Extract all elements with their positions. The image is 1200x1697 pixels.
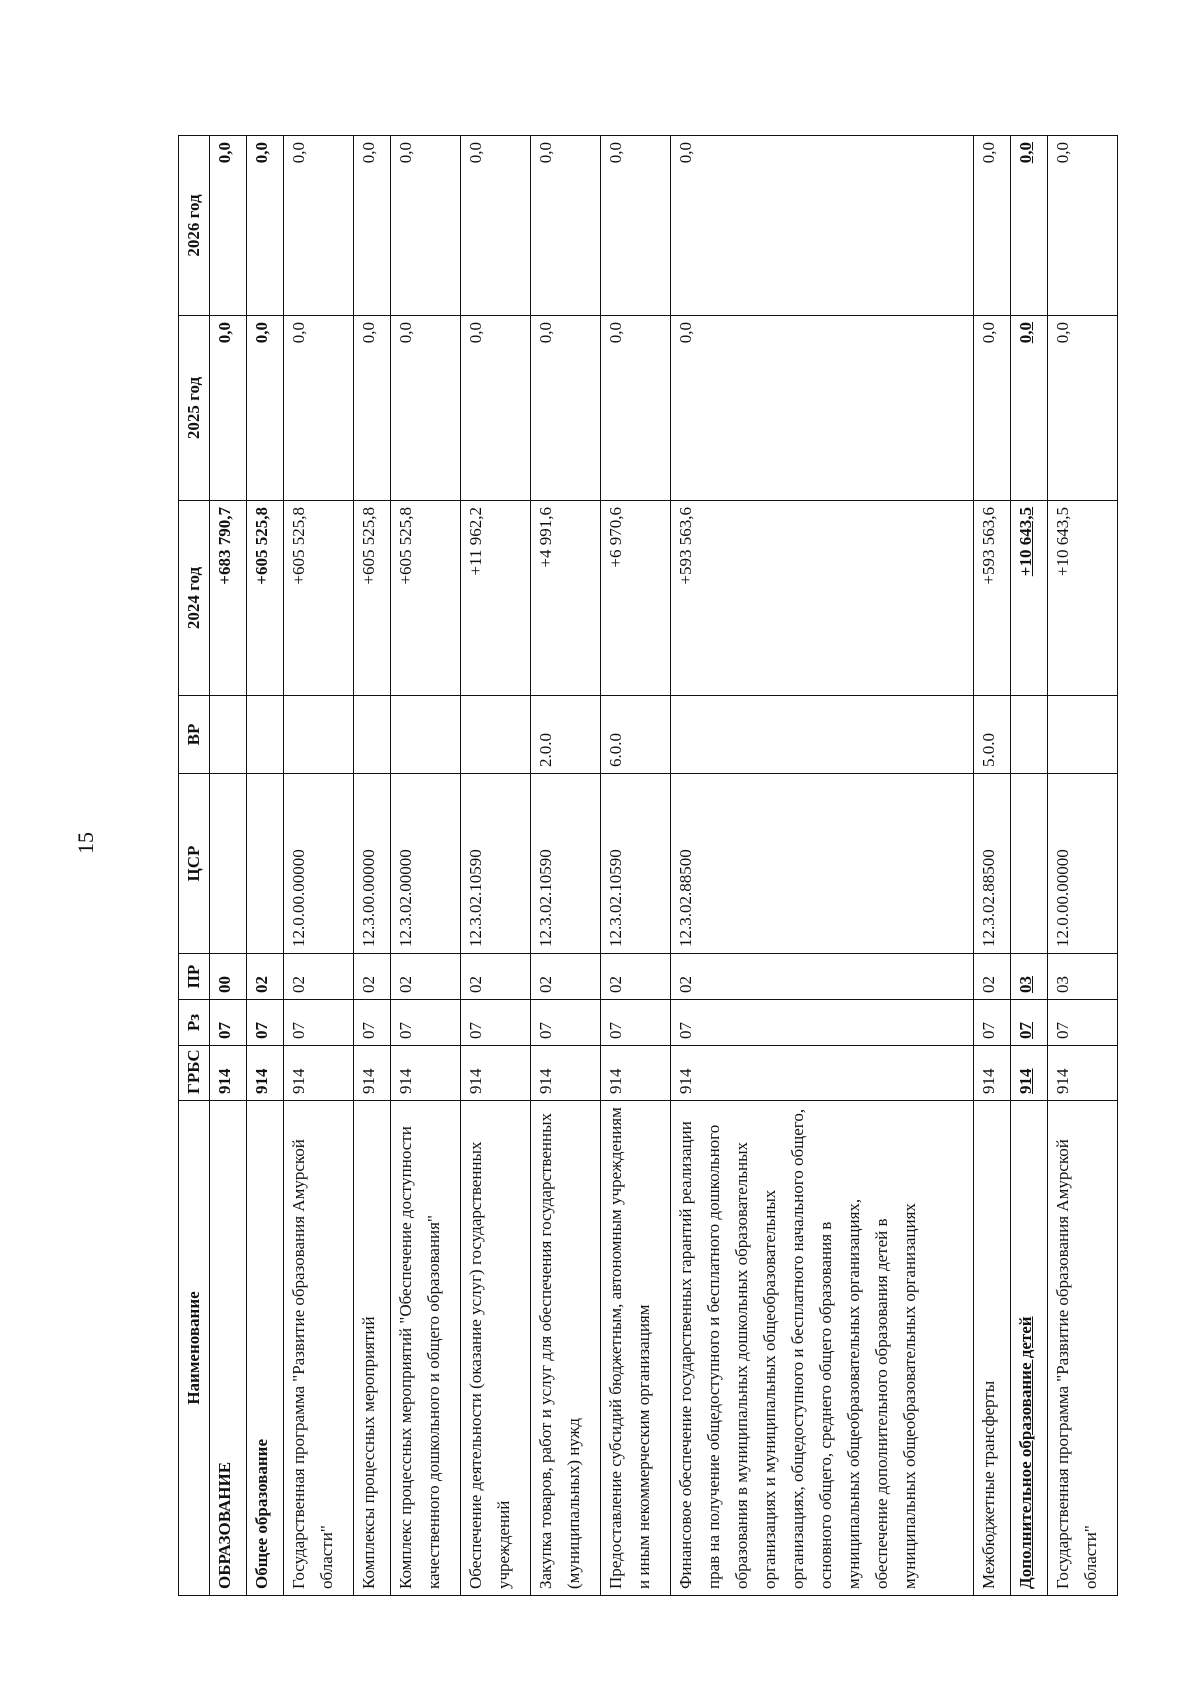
cell-y2024: +683 790,7 (210, 501, 247, 696)
cell-name: Межбюджетные трансферты (974, 1101, 1011, 1596)
cell-y2024: +10 643,5 (1010, 501, 1047, 696)
cell-grbs: 914 (210, 1046, 247, 1101)
cell-csr (210, 774, 247, 954)
cell-csr: 12.3.02.88500 (974, 774, 1011, 954)
cell-y2025: 0,0 (974, 316, 1011, 501)
cell-rz: 07 (1010, 1000, 1047, 1046)
table-row (210, 136, 247, 1596)
cell-csr: 12.3.02.10590 (530, 774, 600, 954)
cell-rz: 07 (283, 1000, 353, 1046)
cell-y2026: 0,0 (460, 136, 530, 316)
cell-y2025: 0,0 (353, 316, 390, 501)
cell-csr: 12.3.02.10590 (460, 774, 530, 954)
cell-rz: 07 (460, 1000, 530, 1046)
cell-rz: 07 (246, 1000, 283, 1046)
cell-y2024: +6 970,6 (600, 501, 670, 696)
cell-pr: 02 (283, 954, 353, 1000)
cell-name: Комплексы процессных мероприятий (353, 1101, 390, 1596)
cell-y2024: +605 525,8 (246, 501, 283, 696)
cell-y2024: +593 563,6 (974, 501, 1011, 696)
table-row (671, 136, 974, 1596)
cell-y2025: 0,0 (671, 316, 974, 501)
cell-grbs: 914 (390, 1046, 460, 1101)
table-row (974, 136, 1011, 1596)
cell-vr: 6.0.0 (600, 696, 670, 774)
cell-pr: 02 (974, 954, 1011, 1000)
cell-rz: 07 (600, 1000, 670, 1046)
cell-csr: 12.0.00.00000 (1047, 774, 1117, 954)
header-name: Наименование (179, 1101, 210, 1596)
cell-vr (460, 696, 530, 774)
cell-vr (353, 696, 390, 774)
cell-name: Государственная программа "Развитие образования Амурской области" (283, 1101, 353, 1596)
cell-name: Комплекс процессных мероприятий "Обеспечение доступности качественного дошкольного и общего образования" (390, 1101, 460, 1596)
cell-grbs: 914 (974, 1046, 1011, 1101)
cell-name: Финансовое обеспечение государственных гарантий реализации прав на получение общедоступного и бесплатного дошкольного образования в муниципальных дошкольных образовательных организациях и муниципальных общеобразовательных организациях, общедоступного и бесплатного начального общего, основного общего, среднего общего образования в муниципальных общеобразовательных организациях, обеспечение дополнительного образования детей в муниципальных общеобразовательных организациях (671, 1101, 974, 1596)
cell-y2025: 0,0 (210, 316, 247, 501)
cell-y2026: 0,0 (1047, 136, 1117, 316)
cell-y2026: 0,0 (210, 136, 247, 316)
table-row (530, 136, 600, 1596)
cell-grbs: 914 (1010, 1046, 1047, 1101)
cell-y2024: +605 525,8 (283, 501, 353, 696)
cell-vr (246, 696, 283, 774)
cell-y2025: 0,0 (390, 316, 460, 501)
cell-y2024: +4 991,6 (530, 501, 600, 696)
cell-vr (210, 696, 247, 774)
cell-pr: 02 (390, 954, 460, 1000)
header-vr: ВР (179, 696, 210, 774)
cell-y2025: 0,0 (246, 316, 283, 501)
cell-csr: 12.3.02.10590 (600, 774, 670, 954)
header-2025: 2025 год (179, 316, 210, 501)
cell-y2025: 0,0 (283, 316, 353, 501)
cell-y2024: +11 962,2 (460, 501, 530, 696)
cell-vr (671, 696, 974, 774)
cell-vr (1010, 696, 1047, 774)
table-row (600, 136, 670, 1596)
cell-csr (246, 774, 283, 954)
cell-csr: 12.3.02.00000 (390, 774, 460, 954)
cell-rz: 07 (390, 1000, 460, 1046)
cell-csr: 12.0.00.00000 (283, 774, 353, 954)
cell-y2026: 0,0 (600, 136, 670, 316)
cell-pr: 02 (530, 954, 600, 1000)
cell-y2025: 0,0 (530, 316, 600, 501)
table-row (390, 136, 460, 1596)
cell-name: ОБРАЗОВАНИЕ (210, 1101, 247, 1596)
cell-name: Дополнительное образование детей (1010, 1101, 1047, 1596)
cell-name: Общее образование (246, 1101, 283, 1596)
cell-name: Обеспечение деятельности (оказание услуг) государственных учреждений (460, 1101, 530, 1596)
cell-grbs: 914 (246, 1046, 283, 1101)
cell-vr: 5.0.0 (974, 696, 1011, 774)
cell-rz: 07 (530, 1000, 600, 1046)
cell-pr: 02 (246, 954, 283, 1000)
cell-y2024: +593 563,6 (671, 501, 974, 696)
table-body (210, 136, 1118, 1596)
cell-grbs: 914 (283, 1046, 353, 1101)
cell-y2026: 0,0 (974, 136, 1011, 316)
cell-y2026: 0,0 (530, 136, 600, 316)
cell-y2026: 0,0 (246, 136, 283, 316)
cell-grbs: 914 (600, 1046, 670, 1101)
cell-y2026: 0,0 (353, 136, 390, 316)
header-2026: 2026 год (179, 136, 210, 316)
table-row (353, 136, 390, 1596)
cell-csr: 12.3.00.00000 (353, 774, 390, 954)
cell-y2025: 0,0 (1047, 316, 1117, 501)
cell-y2024: +605 525,8 (353, 501, 390, 696)
header-grbs: ГРБС (179, 1046, 210, 1101)
cell-y2026: 0,0 (1010, 136, 1047, 316)
cell-y2025: 0,0 (600, 316, 670, 501)
cell-csr (1010, 774, 1047, 954)
cell-grbs: 914 (353, 1046, 390, 1101)
table-row (1047, 136, 1117, 1596)
header-rz: Рз (179, 1000, 210, 1046)
cell-y2024: +10 643,5 (1047, 501, 1117, 696)
cell-grbs: 914 (530, 1046, 600, 1101)
cell-rz: 07 (671, 1000, 974, 1046)
cell-vr (1047, 696, 1117, 774)
header-csr: ЦСР (179, 774, 210, 954)
cell-pr: 00 (210, 954, 247, 1000)
cell-y2026: 0,0 (390, 136, 460, 316)
table-header-row (179, 136, 210, 1596)
cell-y2024: +605 525,8 (390, 501, 460, 696)
header-pr: ПР (179, 954, 210, 1000)
cell-vr: 2.0.0 (530, 696, 600, 774)
cell-name: Предоставление субсидий бюджетным, автономным учреждениям и иным некоммерческим организациям (600, 1101, 670, 1596)
cell-grbs: 914 (671, 1046, 974, 1101)
table-row (460, 136, 530, 1596)
cell-rz: 07 (353, 1000, 390, 1046)
cell-pr: 03 (1010, 954, 1047, 1000)
table-row (1010, 136, 1047, 1596)
cell-rz: 07 (1047, 1000, 1117, 1046)
cell-grbs: 914 (460, 1046, 530, 1101)
cell-y2026: 0,0 (283, 136, 353, 316)
cell-y2025: 0,0 (460, 316, 530, 501)
cell-y2025: 0,0 (1010, 316, 1047, 501)
cell-y2026: 0,0 (671, 136, 974, 316)
cell-vr (390, 696, 460, 774)
cell-rz: 07 (974, 1000, 1011, 1046)
cell-pr: 02 (671, 954, 974, 1000)
cell-pr: 03 (1047, 954, 1117, 1000)
header-2024: 2024 год (179, 501, 210, 696)
cell-name: Закупка товаров, работ и услуг для обеспечения государственных (муниципальных) нужд (530, 1101, 600, 1596)
cell-pr: 02 (460, 954, 530, 1000)
rotated-table-container (178, 136, 1118, 1596)
page-number: 15 (73, 832, 98, 854)
cell-rz: 07 (210, 1000, 247, 1046)
cell-vr (283, 696, 353, 774)
cell-pr: 02 (600, 954, 670, 1000)
cell-name: Государственная программа "Развитие образования Амурской области" (1047, 1101, 1117, 1596)
budget-table (178, 135, 1118, 1596)
cell-csr: 12.3.02.88500 (671, 774, 974, 954)
table-row (246, 136, 283, 1596)
table-row (283, 136, 353, 1596)
cell-pr: 02 (353, 954, 390, 1000)
cell-grbs: 914 (1047, 1046, 1117, 1101)
